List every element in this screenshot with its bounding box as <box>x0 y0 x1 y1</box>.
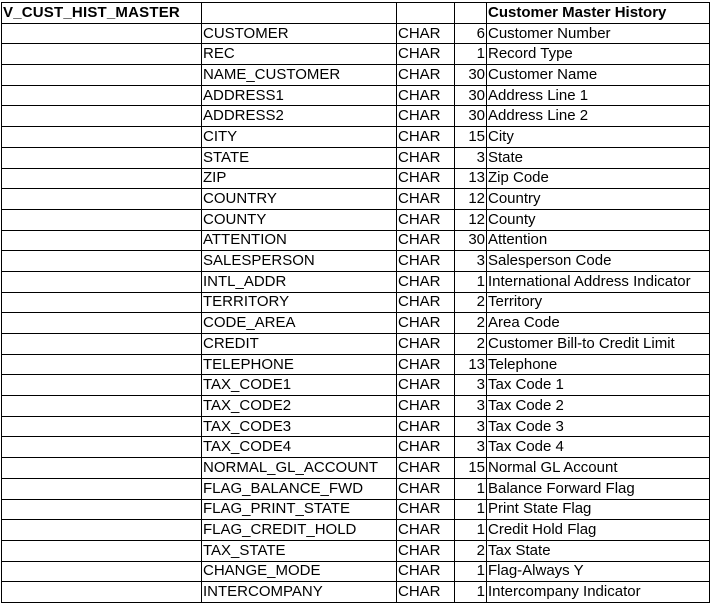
field-description-cell[interactable]: Attention <box>487 230 710 251</box>
empty-cell[interactable] <box>2 65 202 86</box>
table-row <box>2 396 710 417</box>
empty-cell[interactable] <box>2 478 202 499</box>
field-name-cell[interactable]: TELEPHONE <box>202 354 397 375</box>
description-title-cell[interactable]: Customer Master History <box>487 3 710 24</box>
empty-cell[interactable] <box>2 458 202 479</box>
field-name-cell[interactable]: SALESPERSON <box>202 251 397 272</box>
table-row <box>2 271 710 292</box>
field-type-cell[interactable]: CHAR <box>397 127 455 148</box>
field-type-cell[interactable]: CHAR <box>397 375 455 396</box>
field-name-cell[interactable]: NAME_CUSTOMER <box>202 65 397 86</box>
field-description-cell[interactable]: Balance Forward Flag <box>487 478 710 499</box>
field-length-cell[interactable]: 30 <box>455 106 487 127</box>
field-name-cell[interactable]: FLAG_CREDIT_HOLD <box>202 520 397 541</box>
header-row <box>2 3 710 24</box>
empty-cell[interactable] <box>2 540 202 561</box>
empty-cell[interactable] <box>2 334 202 355</box>
table-row <box>2 85 710 106</box>
table-row <box>2 354 710 375</box>
empty-cell[interactable] <box>2 396 202 417</box>
empty-cell[interactable] <box>2 520 202 541</box>
field-type-cell[interactable]: CHAR <box>397 209 455 230</box>
field-description-cell[interactable]: Tax Code 2 <box>487 396 710 417</box>
field-name-cell[interactable]: TERRITORY <box>202 292 397 313</box>
field-length-cell[interactable]: 30 <box>455 230 487 251</box>
field-name-cell[interactable]: NORMAL_GL_ACCOUNT <box>202 458 397 479</box>
table-row <box>2 437 710 458</box>
field-name-cell[interactable]: COUNTRY <box>202 189 397 210</box>
empty-cell[interactable] <box>2 147 202 168</box>
field-name-cell[interactable]: INTERCOMPANY <box>202 582 397 603</box>
field-description-cell[interactable]: Territory <box>487 292 710 313</box>
field-type-cell[interactable]: CHAR <box>397 478 455 499</box>
table-row <box>2 230 710 251</box>
field-description-cell[interactable]: Tax Code 1 <box>487 375 710 396</box>
field-name-cell[interactable]: STATE <box>202 147 397 168</box>
field-description-cell[interactable]: State <box>487 147 710 168</box>
field-type-cell[interactable]: CHAR <box>397 168 455 189</box>
field-length-cell[interactable]: 1 <box>455 582 487 603</box>
field-name-cell[interactable]: CREDIT <box>202 334 397 355</box>
field-name-cell[interactable]: ZIP <box>202 168 397 189</box>
table-row <box>2 106 710 127</box>
table-row <box>2 582 710 603</box>
field-type-cell[interactable]: CHAR <box>397 520 455 541</box>
field-type-cell[interactable]: CHAR <box>397 65 455 86</box>
table-row <box>2 375 710 396</box>
field-name-cell[interactable]: ADDRESS2 <box>202 106 397 127</box>
table-row <box>2 209 710 230</box>
field-name-cell[interactable]: TAX_CODE2 <box>202 396 397 417</box>
empty-cell[interactable] <box>2 292 202 313</box>
field-description-cell[interactable]: Flag-Always Y <box>487 561 710 582</box>
field-description-cell[interactable]: Tax Code 3 <box>487 416 710 437</box>
empty-cell[interactable] <box>2 127 202 148</box>
field-type-cell[interactable]: CHAR <box>397 251 455 272</box>
field-description-cell[interactable]: Salesperson Code <box>487 251 710 272</box>
table-row <box>2 334 710 355</box>
empty-cell[interactable] <box>397 3 455 24</box>
field-length-cell[interactable]: 3 <box>455 396 487 417</box>
field-length-cell[interactable]: 13 <box>455 354 487 375</box>
field-type-cell[interactable]: CHAR <box>397 437 455 458</box>
field-name-cell[interactable]: TAX_CODE3 <box>202 416 397 437</box>
field-length-cell[interactable]: 1 <box>455 520 487 541</box>
field-description-cell[interactable]: Zip Code <box>487 168 710 189</box>
field-length-cell[interactable]: 1 <box>455 271 487 292</box>
empty-cell[interactable] <box>2 168 202 189</box>
field-description-cell[interactable]: County <box>487 209 710 230</box>
empty-cell[interactable] <box>202 3 397 24</box>
field-length-cell[interactable]: 3 <box>455 147 487 168</box>
field-type-cell[interactable]: CHAR <box>397 354 455 375</box>
field-length-cell[interactable]: 30 <box>455 85 487 106</box>
field-name-cell[interactable]: REC <box>202 44 397 65</box>
field-type-cell[interactable]: CHAR <box>397 416 455 437</box>
field-description-cell[interactable]: Address Line 1 <box>487 85 710 106</box>
field-description-cell[interactable]: Tax Code 4 <box>487 437 710 458</box>
field-description-cell[interactable]: Record Type <box>487 44 710 65</box>
field-type-cell[interactable]: CHAR <box>397 313 455 334</box>
field-name-cell[interactable]: INTL_ADDR <box>202 271 397 292</box>
empty-cell[interactable] <box>2 313 202 334</box>
table-row <box>2 313 710 334</box>
field-name-cell[interactable]: TAX_CODE1 <box>202 375 397 396</box>
field-type-cell[interactable]: CHAR <box>397 292 455 313</box>
field-type-cell[interactable]: CHAR <box>397 334 455 355</box>
field-length-cell[interactable]: 30 <box>455 65 487 86</box>
table-row <box>2 520 710 541</box>
empty-cell[interactable] <box>455 3 487 24</box>
field-length-cell[interactable]: 15 <box>455 458 487 479</box>
field-type-cell[interactable]: CHAR <box>397 458 455 479</box>
empty-cell[interactable] <box>2 209 202 230</box>
field-description-cell[interactable]: Customer Bill-to Credit Limit <box>487 334 710 355</box>
field-length-cell[interactable]: 2 <box>455 540 487 561</box>
table-row <box>2 540 710 561</box>
field-type-cell[interactable]: CHAR <box>397 499 455 520</box>
table-body <box>2 3 710 603</box>
field-name-cell[interactable]: TAX_CODE4 <box>202 437 397 458</box>
table-row <box>2 65 710 86</box>
table-row <box>2 44 710 65</box>
empty-cell[interactable] <box>2 416 202 437</box>
field-length-cell[interactable]: 6 <box>455 23 487 44</box>
field-type-cell[interactable]: CHAR <box>397 85 455 106</box>
field-length-cell[interactable]: 3 <box>455 416 487 437</box>
field-description-cell[interactable]: Intercompany Indicator <box>487 582 710 603</box>
table-row <box>2 23 710 44</box>
field-length-cell[interactable]: 3 <box>455 251 487 272</box>
table-row <box>2 127 710 148</box>
field-type-cell[interactable]: CHAR <box>397 396 455 417</box>
field-description-cell[interactable]: Customer Name <box>487 65 710 86</box>
field-length-cell[interactable]: 13 <box>455 168 487 189</box>
field-type-cell[interactable]: CHAR <box>397 106 455 127</box>
field-type-cell[interactable]: CHAR <box>397 561 455 582</box>
empty-cell[interactable] <box>2 437 202 458</box>
field-type-cell[interactable]: CHAR <box>397 189 455 210</box>
empty-cell[interactable] <box>2 230 202 251</box>
field-length-cell[interactable]: 2 <box>455 313 487 334</box>
empty-cell[interactable] <box>2 375 202 396</box>
field-description-cell[interactable]: Address Line 2 <box>487 106 710 127</box>
field-name-cell[interactable]: CHANGE_MODE <box>202 561 397 582</box>
field-name-cell[interactable]: CITY <box>202 127 397 148</box>
field-name-cell[interactable]: FLAG_BALANCE_FWD <box>202 478 397 499</box>
table-row <box>2 458 710 479</box>
field-length-cell[interactable]: 1 <box>455 561 487 582</box>
field-length-cell[interactable]: 2 <box>455 334 487 355</box>
field-type-cell[interactable]: CHAR <box>397 23 455 44</box>
field-description-cell[interactable]: Normal GL Account <box>487 458 710 479</box>
field-length-cell[interactable]: 1 <box>455 478 487 499</box>
empty-cell[interactable] <box>2 582 202 603</box>
field-name-cell[interactable]: COUNTY <box>202 209 397 230</box>
empty-cell[interactable] <box>2 106 202 127</box>
field-length-cell[interactable]: 3 <box>455 375 487 396</box>
field-description-cell[interactable]: Credit Hold Flag <box>487 520 710 541</box>
field-type-cell[interactable]: CHAR <box>397 147 455 168</box>
empty-cell[interactable] <box>2 499 202 520</box>
table-row <box>2 189 710 210</box>
table-row <box>2 561 710 582</box>
table-row <box>2 147 710 168</box>
field-description-cell[interactable]: International Address Indicator <box>487 271 710 292</box>
field-type-cell[interactable]: CHAR <box>397 230 455 251</box>
table-row <box>2 251 710 272</box>
field-definition-table <box>1 2 710 603</box>
empty-cell[interactable] <box>2 354 202 375</box>
empty-cell[interactable] <box>2 251 202 272</box>
table-row <box>2 168 710 189</box>
field-type-cell[interactable]: CHAR <box>397 44 455 65</box>
field-length-cell[interactable]: 2 <box>455 292 487 313</box>
field-name-cell[interactable]: CODE_AREA <box>202 313 397 334</box>
table-row <box>2 478 710 499</box>
field-name-cell[interactable]: ADDRESS1 <box>202 85 397 106</box>
field-name-cell[interactable]: TAX_STATE <box>202 540 397 561</box>
field-length-cell[interactable]: 12 <box>455 189 487 210</box>
field-length-cell[interactable]: 12 <box>455 209 487 230</box>
empty-cell[interactable] <box>2 85 202 106</box>
field-description-cell[interactable]: City <box>487 127 710 148</box>
field-description-cell[interactable]: Country <box>487 189 710 210</box>
field-name-cell[interactable]: FLAG_PRINT_STATE <box>202 499 397 520</box>
field-name-cell[interactable]: CUSTOMER <box>202 23 397 44</box>
table-name-cell[interactable]: V_CUST_HIST_MASTER <box>2 3 202 24</box>
field-name-cell[interactable]: ATTENTION <box>202 230 397 251</box>
table-row <box>2 292 710 313</box>
empty-cell[interactable] <box>2 44 202 65</box>
field-description-cell[interactable]: Telephone <box>487 354 710 375</box>
field-description-cell[interactable]: Print State Flag <box>487 499 710 520</box>
empty-cell[interactable] <box>2 23 202 44</box>
field-description-cell[interactable]: Customer Number <box>487 23 710 44</box>
field-length-cell[interactable]: 3 <box>455 437 487 458</box>
empty-cell[interactable] <box>2 189 202 210</box>
field-length-cell[interactable]: 1 <box>455 44 487 65</box>
field-length-cell[interactable]: 15 <box>455 127 487 148</box>
empty-cell[interactable] <box>2 271 202 292</box>
field-length-cell[interactable]: 1 <box>455 499 487 520</box>
field-description-cell[interactable]: Tax State <box>487 540 710 561</box>
field-type-cell[interactable]: CHAR <box>397 540 455 561</box>
field-description-cell[interactable]: Area Code <box>487 313 710 334</box>
table-row <box>2 416 710 437</box>
field-type-cell[interactable]: CHAR <box>397 271 455 292</box>
field-type-cell[interactable]: CHAR <box>397 582 455 603</box>
empty-cell[interactable] <box>2 561 202 582</box>
table-row <box>2 499 710 520</box>
